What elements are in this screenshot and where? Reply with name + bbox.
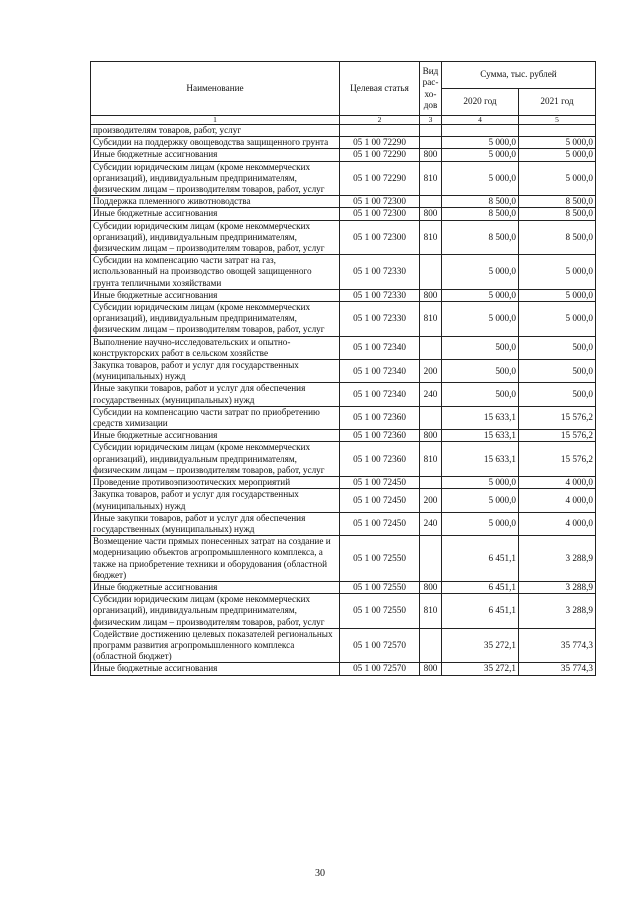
row-expense-type-cell: 800 [420, 289, 442, 301]
row-expense-type-cell: 800 [420, 430, 442, 442]
row-article-cell: 05 1 00 72340 [340, 360, 420, 383]
page-number: 30 [315, 868, 325, 879]
table-row [91, 255, 596, 290]
table-row [91, 137, 596, 149]
row-amount-2021-cell: 500,0 [519, 383, 596, 406]
row-amount-2021-cell: 500,0 [519, 360, 596, 383]
table-row [91, 383, 596, 406]
table-row [91, 477, 596, 489]
table-row [91, 594, 596, 629]
row-name-cell: Иные бюджетные ассигнования [91, 581, 340, 593]
row-expense-type-cell [420, 255, 442, 290]
table-row [91, 208, 596, 220]
table-row [91, 430, 596, 442]
row-expense-type-cell [420, 406, 442, 429]
row-name-cell: Иные бюджетные ассигнования [91, 208, 340, 220]
table-row [91, 628, 596, 663]
row-amount-2020-cell: 5 000,0 [442, 489, 519, 512]
row-expense-type-cell: 810 [420, 220, 442, 255]
row-expense-type-cell [420, 125, 442, 137]
column-number: 5 [519, 116, 596, 125]
row-expense-type-cell: 810 [420, 594, 442, 629]
row-amount-2021-cell: 15 576,2 [519, 442, 596, 477]
row-amount-2020-cell: 5 000,0 [442, 149, 519, 161]
row-name-cell: Субсидии юридическим лицам (кроме некоммерческих организаций), индивидуальным предпринимателям, физическим лицам – производителям товаров, работ, услуг [91, 594, 340, 629]
table-row [91, 663, 596, 675]
row-amount-2021-cell: 4 000,0 [519, 512, 596, 535]
row-amount-2020-cell: 500,0 [442, 383, 519, 406]
column-number: 4 [442, 116, 519, 125]
row-article-cell: 05 1 00 72360 [340, 430, 420, 442]
header-year-2021: 2021 год [519, 89, 596, 116]
row-name-cell: Поддержка племенного животноводства [91, 196, 340, 208]
row-name-cell: Проведение противоэпизоотических мероприятий [91, 477, 340, 489]
row-expense-type-cell: 800 [420, 581, 442, 593]
row-amount-2020-cell: 35 272,1 [442, 628, 519, 663]
table-body [91, 125, 596, 676]
row-article-cell: 05 1 00 72290 [340, 149, 420, 161]
row-name-cell: Субсидии юридическим лицам (кроме некоммерческих организаций), индивидуальным предпринимателям, физическим лицам – производителям товаров, работ, услуг [91, 161, 340, 196]
row-article-cell [340, 125, 420, 137]
row-expense-type-cell: 800 [420, 208, 442, 220]
row-name-cell: Иные бюджетные ассигнования [91, 430, 340, 442]
row-expense-type-cell: 240 [420, 512, 442, 535]
row-name-cell: Иные бюджетные ассигнования [91, 289, 340, 301]
row-amount-2021-cell: 35 774,3 [519, 663, 596, 675]
row-amount-2021-cell: 3 288,9 [519, 581, 596, 593]
header-expense-type: Вид рас-хо-дов [420, 62, 442, 116]
row-amount-2021-cell: 5 000,0 [519, 161, 596, 196]
row-name-cell: Закупка товаров, работ и услуг для государственных (муниципальных) нужд [91, 489, 340, 512]
table-row [91, 581, 596, 593]
row-amount-2021-cell: 5 000,0 [519, 302, 596, 337]
row-expense-type-cell [420, 137, 442, 149]
table-row [91, 406, 596, 429]
table-row [91, 149, 596, 161]
row-amount-2020-cell: 5 000,0 [442, 161, 519, 196]
table-row [91, 125, 596, 137]
table-row [91, 336, 596, 359]
header-year-2020: 2020 год [442, 89, 519, 116]
row-amount-2020-cell: 8 500,0 [442, 220, 519, 255]
row-name-cell: производителям товаров, работ, услуг [91, 125, 340, 137]
row-amount-2021-cell: 3 288,9 [519, 594, 596, 629]
row-amount-2020-cell: 5 000,0 [442, 255, 519, 290]
row-amount-2021-cell: 8 500,0 [519, 208, 596, 220]
row-name-cell: Содействие достижению целевых показателей региональных программ развития агропромышленного комплекса (областной бюджет) [91, 628, 340, 663]
row-amount-2021-cell [519, 125, 596, 137]
row-amount-2020-cell: 15 633,1 [442, 442, 519, 477]
table-row [91, 220, 596, 255]
row-amount-2021-cell: 15 576,2 [519, 430, 596, 442]
row-expense-type-cell: 200 [420, 360, 442, 383]
row-article-cell: 05 1 00 72290 [340, 161, 420, 196]
row-article-cell: 05 1 00 72550 [340, 581, 420, 593]
row-name-cell: Субсидии юридическим лицам (кроме некоммерческих организаций), индивидуальным предпринимателям, физическим лицам – производителям товаров, работ, услуг [91, 220, 340, 255]
table-row [91, 196, 596, 208]
row-name-cell: Иные закупки товаров, работ и услуг для обеспечения государственных (муниципальных) нужд [91, 512, 340, 535]
row-article-cell: 05 1 00 72550 [340, 594, 420, 629]
column-number: 1 [91, 116, 340, 125]
row-amount-2021-cell: 8 500,0 [519, 196, 596, 208]
row-expense-type-cell: 800 [420, 663, 442, 675]
row-amount-2020-cell: 5 000,0 [442, 477, 519, 489]
table-row [91, 289, 596, 301]
row-expense-type-cell [420, 477, 442, 489]
row-amount-2021-cell: 500,0 [519, 336, 596, 359]
row-amount-2021-cell: 5 000,0 [519, 149, 596, 161]
row-article-cell: 05 1 00 72330 [340, 302, 420, 337]
row-article-cell: 05 1 00 72450 [340, 489, 420, 512]
row-amount-2020-cell: 500,0 [442, 360, 519, 383]
row-expense-type-cell: 810 [420, 442, 442, 477]
row-amount-2020-cell: 6 451,1 [442, 581, 519, 593]
row-amount-2021-cell: 4 000,0 [519, 489, 596, 512]
row-name-cell: Субсидии юридическим лицам (кроме некоммерческих организаций), индивидуальным предпринимателям, физическим лицам – производителям товаров, работ, услуг [91, 302, 340, 337]
row-article-cell: 05 1 00 72450 [340, 477, 420, 489]
row-article-cell: 05 1 00 72330 [340, 255, 420, 290]
header-article: Целевая статья [340, 62, 420, 116]
table-row [91, 489, 596, 512]
table-row [91, 161, 596, 196]
row-amount-2021-cell: 5 000,0 [519, 289, 596, 301]
row-amount-2020-cell: 8 500,0 [442, 196, 519, 208]
row-amount-2020-cell: 6 451,1 [442, 536, 519, 582]
row-name-cell: Субсидии на поддержку овощеводства защищенного грунта [91, 137, 340, 149]
row-amount-2021-cell: 5 000,0 [519, 255, 596, 290]
row-amount-2020-cell: 5 000,0 [442, 512, 519, 535]
table-row [91, 360, 596, 383]
row-name-cell: Закупка товаров, работ и услуг для государственных (муниципальных) нужд [91, 360, 340, 383]
budget-table [90, 61, 596, 676]
table-row [91, 442, 596, 477]
row-amount-2020-cell: 5 000,0 [442, 137, 519, 149]
row-name-cell: Возмещение части прямых понесенных затрат на создание и модернизацию объектов агропромышленного комплекса, а также на приобретение техники и оборудования (областной бюджет) [91, 536, 340, 582]
row-name-cell: Иные закупки товаров, работ и услуг для обеспечения государственных (муниципальных) нужд [91, 383, 340, 406]
row-amount-2020-cell: 5 000,0 [442, 289, 519, 301]
header-sum: Сумма, тыс. рублей [442, 62, 596, 89]
row-article-cell: 05 1 00 72290 [340, 137, 420, 149]
column-number: 3 [420, 116, 442, 125]
row-name-cell: Иные бюджетные ассигнования [91, 149, 340, 161]
row-article-cell: 05 1 00 72300 [340, 196, 420, 208]
row-expense-type-cell: 240 [420, 383, 442, 406]
row-expense-type-cell: 800 [420, 149, 442, 161]
row-name-cell: Субсидии на компенсацию части затрат на газ, использованный на производство овощей защищенного грунта тепличными хозяйствами [91, 255, 340, 290]
row-article-cell: 05 1 00 72300 [340, 220, 420, 255]
header-name: Наименование [91, 62, 340, 116]
row-article-cell: 05 1 00 72570 [340, 628, 420, 663]
row-amount-2020-cell: 15 633,1 [442, 430, 519, 442]
row-article-cell: 05 1 00 72450 [340, 512, 420, 535]
row-article-cell: 05 1 00 72330 [340, 289, 420, 301]
row-expense-type-cell [420, 336, 442, 359]
row-amount-2020-cell: 5 000,0 [442, 302, 519, 337]
row-name-cell: Субсидии юридическим лицам (кроме некоммерческих организаций), индивидуальным предпринимателям, физическим лицам – производителям товаров, работ, услуг [91, 442, 340, 477]
row-expense-type-cell [420, 536, 442, 582]
row-article-cell: 05 1 00 72340 [340, 336, 420, 359]
row-article-cell: 05 1 00 72360 [340, 406, 420, 429]
row-name-cell: Субсидии на компенсацию части затрат по приобретению средств химизации [91, 406, 340, 429]
row-article-cell: 05 1 00 72570 [340, 663, 420, 675]
row-expense-type-cell: 810 [420, 302, 442, 337]
row-amount-2021-cell: 3 288,9 [519, 536, 596, 582]
row-amount-2020-cell: 500,0 [442, 336, 519, 359]
row-article-cell: 05 1 00 72300 [340, 208, 420, 220]
row-expense-type-cell: 810 [420, 161, 442, 196]
table-header [91, 62, 596, 125]
row-name-cell: Выполнение научно-исследовательских и опытно-конструкторских работ в сельском хозяйстве [91, 336, 340, 359]
row-amount-2020-cell: 15 633,1 [442, 406, 519, 429]
table-row [91, 536, 596, 582]
row-amount-2021-cell: 35 774,3 [519, 628, 596, 663]
table-row [91, 302, 596, 337]
row-amount-2021-cell: 8 500,0 [519, 220, 596, 255]
row-amount-2021-cell: 4 000,0 [519, 477, 596, 489]
row-amount-2021-cell: 15 576,2 [519, 406, 596, 429]
row-expense-type-cell [420, 196, 442, 208]
row-article-cell: 05 1 00 72340 [340, 383, 420, 406]
row-expense-type-cell: 200 [420, 489, 442, 512]
row-amount-2020-cell [442, 125, 519, 137]
row-article-cell: 05 1 00 72360 [340, 442, 420, 477]
row-amount-2020-cell: 35 272,1 [442, 663, 519, 675]
table-row [91, 512, 596, 535]
column-numbers-row [91, 116, 596, 125]
row-amount-2021-cell: 5 000,0 [519, 137, 596, 149]
row-name-cell: Иные бюджетные ассигнования [91, 663, 340, 675]
row-amount-2020-cell: 8 500,0 [442, 208, 519, 220]
row-amount-2020-cell: 6 451,1 [442, 594, 519, 629]
row-article-cell: 05 1 00 72550 [340, 536, 420, 582]
row-expense-type-cell [420, 628, 442, 663]
column-number: 2 [340, 116, 420, 125]
